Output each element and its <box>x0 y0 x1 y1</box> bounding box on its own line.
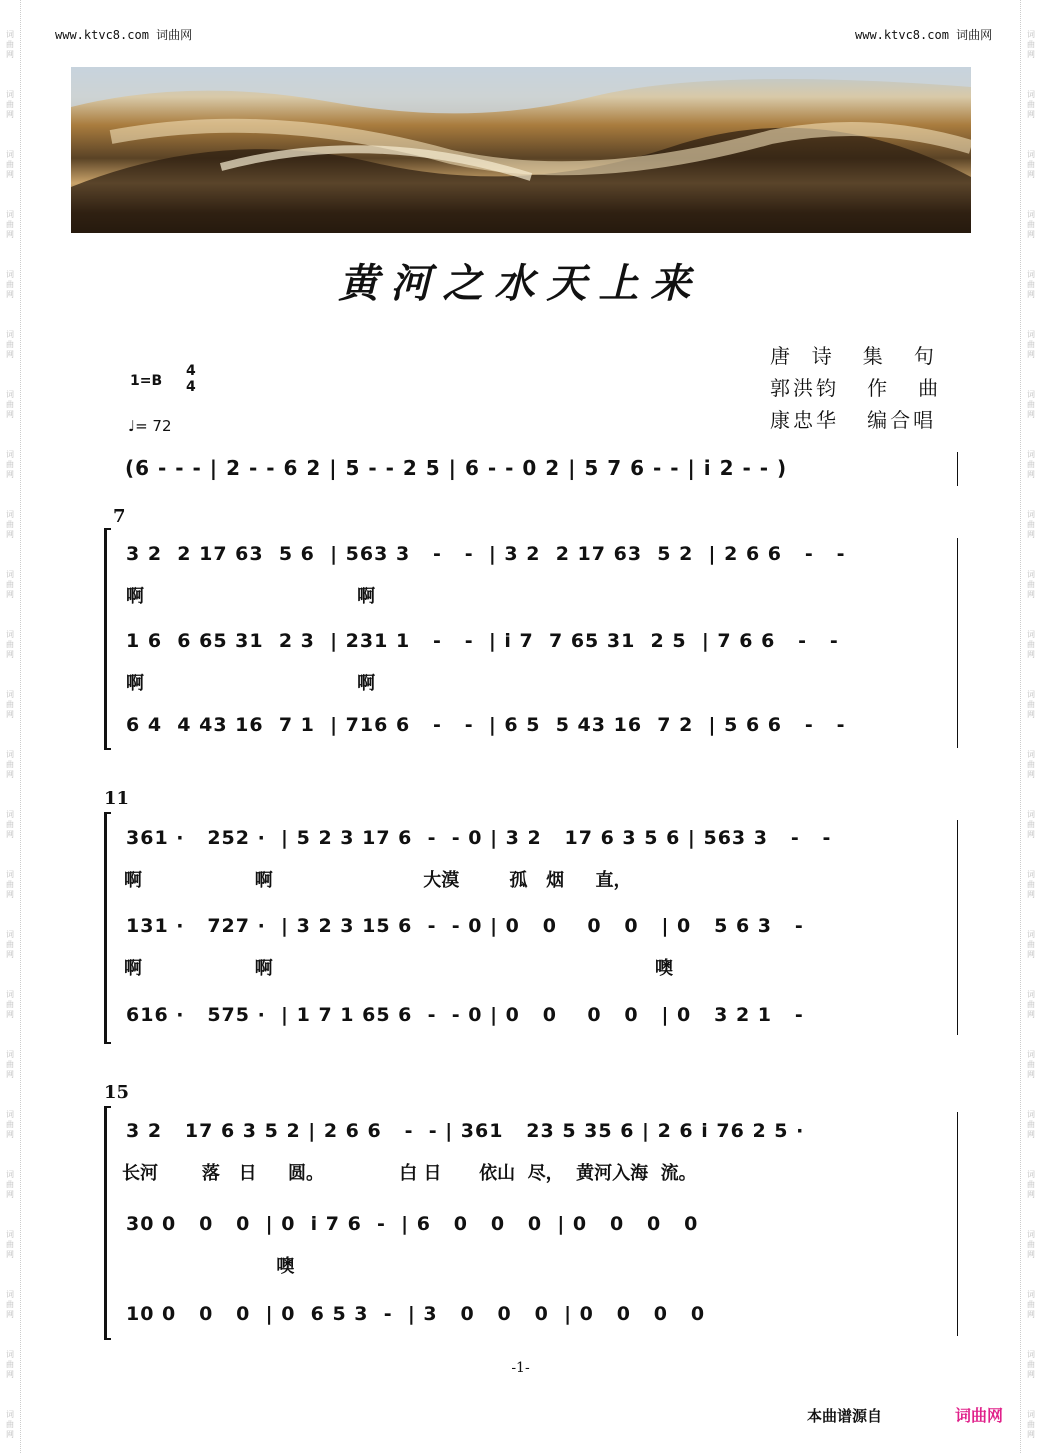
margin-watermark-text: 词曲网 <box>6 1230 14 1259</box>
margin-watermark-text: 词曲网 <box>6 870 14 899</box>
bass-notes: 6 4 4 43 16 7 1 | 716 6 - - | 6 5 5 43 16 7 2 | 5 6 6 - - <box>126 714 846 736</box>
margin-watermark-text: 词曲网 <box>1027 1110 1035 1139</box>
margin-watermark-text: 词曲网 <box>1027 810 1035 839</box>
system-end-bar <box>957 820 958 1035</box>
margin-watermark-text: 词曲网 <box>1027 330 1035 359</box>
measure-number: 11 <box>104 788 130 809</box>
margin-watermark-text: 词曲网 <box>6 630 14 659</box>
soprano-lyrics: 啊 啊 <box>126 586 376 607</box>
margin-watermark-text: 词曲网 <box>6 1170 14 1199</box>
margin-watermark-text: 词曲网 <box>1027 210 1035 239</box>
margin-watermark-text: 词曲网 <box>6 570 14 599</box>
margin-watermark-text: 词曲网 <box>6 810 14 839</box>
margin-watermark-text: 词曲网 <box>1027 150 1035 179</box>
system-end-bar <box>957 538 958 748</box>
margin-watermark-text: 词曲网 <box>6 210 14 239</box>
margin-watermark-text: 词曲网 <box>1027 1290 1035 1319</box>
source-label: 本曲谱源自 <box>807 1407 883 1425</box>
soprano-lyrics: 啊 啊 大漠 孤 烟 直， <box>124 870 632 891</box>
margin-watermark-text: 词曲网 <box>6 1290 14 1319</box>
margin-watermark-text: 词曲网 <box>6 990 14 1019</box>
margin-watermark-text: 词曲网 <box>1027 570 1035 599</box>
measure-number: 15 <box>104 1082 130 1103</box>
margin-watermark-text: 词曲网 <box>6 30 14 59</box>
alto-lyrics: 啊 啊 <box>126 673 376 694</box>
soprano-lyrics: 长河 落 日 圆。 白 日 依山 尽， 黄河入海 流。 <box>122 1163 697 1184</box>
alto-lyrics: 噢 <box>126 1256 295 1277</box>
soprano-notes: 3 2 2 17 63 5 6 | 563 3 - - | 3 2 2 17 63 5 2 | 2 6 6 - - <box>126 543 846 565</box>
margin-watermark-text: 词曲网 <box>6 390 14 419</box>
margin-watermark-text: 词曲网 <box>1027 870 1035 899</box>
arranger-credit: 康忠华 编合唱 <box>770 408 937 432</box>
margin-watermark-text: 词曲网 <box>1027 390 1035 419</box>
tempo-marking: ♩= 72 <box>128 417 172 435</box>
system-brace <box>104 528 111 750</box>
margin-watermark-text: 词曲网 <box>1027 450 1035 479</box>
margin-watermark-text: 词曲网 <box>6 1050 14 1079</box>
lyrics-credit: 唐 诗 集 句 <box>770 344 937 368</box>
margin-watermark-text: 词曲网 <box>6 90 14 119</box>
header-right-url[interactable]: www.ktvc8.com 词曲网 <box>855 28 993 42</box>
site-logo[interactable]: 词曲网 <box>955 1406 1004 1425</box>
yellow-river-banner-image <box>71 67 971 233</box>
margin-watermark-text: 词曲网 <box>6 150 14 179</box>
soprano-notes: 361 · 252 · | 5 2 3 17 6 - - 0 | 3 2 17 6 3 5 6 | 563 3 - - <box>126 827 832 849</box>
margin-watermark-text: 词曲网 <box>6 930 14 959</box>
measure-number: 7 <box>113 506 126 527</box>
bass-notes: 616 · 575 · | 1 7 1 65 6 - - 0 | 0 0 0 0 | 0 3 2 1 - <box>126 1004 804 1026</box>
margin-watermark-text: 词曲网 <box>6 750 14 779</box>
song-title: 黄河之水天上来 <box>338 260 703 307</box>
margin-watermark-text: 词曲网 <box>6 1110 14 1139</box>
soprano-notes: 3 2 17 6 3 5 2 | 2 6 6 - - | 361 23 5 35 6 | 2 6 i 76 2 5 · <box>126 1120 805 1142</box>
alto-notes: 131 · 727 · | 3 2 3 15 6 - - 0 | 0 0 0 0 | 0 5 6 3 - <box>126 915 804 937</box>
margin-watermark-text: 词曲网 <box>1027 510 1035 539</box>
system-brace <box>104 1106 111 1340</box>
system-brace <box>104 812 111 1044</box>
margin-watermark-text: 词曲网 <box>1027 750 1035 779</box>
margin-watermark-text: 词曲网 <box>1027 1050 1035 1079</box>
margin-watermark-text: 词曲网 <box>6 450 14 479</box>
key-signature: 1=B <box>130 373 163 389</box>
margin-watermark-text: 词曲网 <box>1027 1410 1035 1439</box>
intro-end-bar <box>957 452 958 486</box>
right-margin-watermark <box>1022 0 1040 1453</box>
time-signature: 4 4 <box>186 363 196 395</box>
left-margin-watermark <box>1 0 19 1453</box>
margin-watermark-text: 词曲网 <box>6 330 14 359</box>
margin-watermark-text: 词曲网 <box>1027 90 1035 119</box>
margin-watermark-text: 词曲网 <box>1027 690 1035 719</box>
alto-notes: 30 0 0 0 | 0 i 7 6 - | 6 0 0 0 | 0 0 0 0 <box>126 1213 699 1235</box>
alto-notes: 1 6 6 65 31 2 3 | 231 1 - - | i 7 7 65 31 2 5 | 7 6 6 - - <box>126 630 839 652</box>
margin-watermark-text: 词曲网 <box>1027 990 1035 1019</box>
margin-watermark-text: 词曲网 <box>6 510 14 539</box>
margin-watermark-text: 词曲网 <box>6 1410 14 1439</box>
margin-watermark-text: 词曲网 <box>6 1350 14 1379</box>
quarter-note-icon: ♩ <box>128 417 136 435</box>
alto-lyrics: 啊 啊 噢 <box>124 958 674 979</box>
margin-watermark-text: 词曲网 <box>6 270 14 299</box>
system-end-bar <box>957 1112 958 1336</box>
margin-watermark-text: 词曲网 <box>1027 630 1035 659</box>
margin-watermark-text: 词曲网 <box>1027 1170 1035 1199</box>
margin-watermark-text: 词曲网 <box>1027 1350 1035 1379</box>
margin-watermark-text: 词曲网 <box>1027 1230 1035 1259</box>
margin-watermark-text: 词曲网 <box>1027 30 1035 59</box>
page-number: -1- <box>511 1360 530 1376</box>
intro-line: (6 - - - | 2 - - 6 2 | 5 - - 2 5 | 6 - - 0 2 | 5 7 6 - - | i 2 - - ) <box>125 456 788 480</box>
right-margin-line <box>1020 0 1021 1453</box>
margin-watermark-text: 词曲网 <box>1027 930 1035 959</box>
header-left-url[interactable]: www.ktvc8.com 词曲网 <box>55 28 193 42</box>
bass-notes: 10 0 0 0 | 0 6 5 3 - | 3 0 0 0 | 0 0 0 0 <box>126 1303 706 1325</box>
margin-watermark-text: 词曲网 <box>6 690 14 719</box>
left-margin-line <box>20 0 21 1453</box>
margin-watermark-text: 词曲网 <box>1027 270 1035 299</box>
composer-credit: 郭洪钧 作 曲 <box>770 376 942 400</box>
